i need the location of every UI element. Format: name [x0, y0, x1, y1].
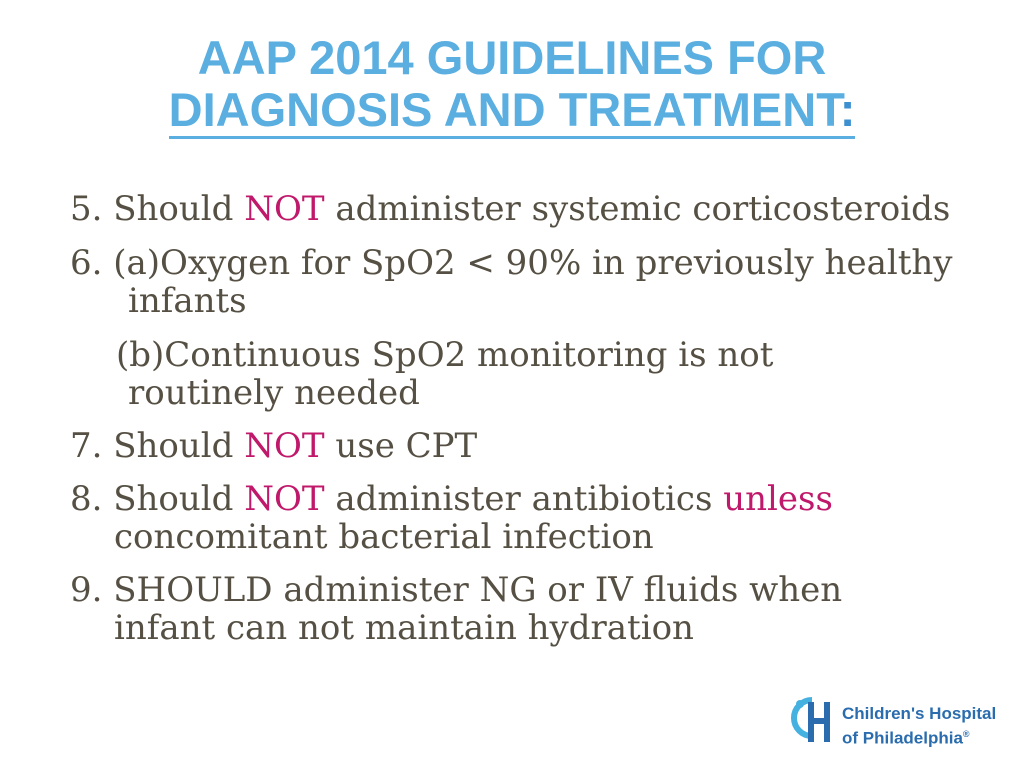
guideline-item-8 [70, 480, 833, 518]
logo-line-2: of Philadelphia [842, 728, 963, 748]
item-6b-line-1: (b)Continuous SpO2 monitoring is not [116, 335, 774, 375]
guideline-item-6b [116, 336, 773, 374]
chop-logo-mark-icon [790, 694, 838, 746]
item-9-line-2: infant can not maintain hydration [114, 608, 694, 648]
item-7-rest: use CPT [324, 426, 478, 466]
item-5-not: NOT [244, 189, 325, 229]
title-line-1: AAP 2014 GUIDELINES FOR [197, 31, 827, 84]
item-6a-line-2: infants [128, 281, 247, 321]
chop-logo [790, 694, 997, 750]
title-line-2 [169, 84, 856, 139]
guideline-item-8-continued [114, 518, 654, 556]
title-colon: : [839, 83, 856, 136]
logo-registered-mark: ® [962, 729, 970, 739]
item-7-prefix: 7. Should [70, 426, 245, 466]
item-8-prefix: 8. Should [70, 479, 245, 519]
item-8-unless: unless [723, 479, 833, 519]
item-8-mid: administer antibiotics [324, 479, 724, 519]
slide-title [0, 32, 1024, 139]
guideline-item-9-continued [114, 609, 694, 647]
item-6a-line-1: 6. (a)Oxygen for SpO2 < 90% in previously healthy [70, 243, 953, 283]
item-5-rest: administer systemic corticosteroids [324, 189, 951, 229]
item-9-line-1: 9. SHOULD administer NG or IV fluids when [70, 570, 843, 610]
item-8-line-2: concomitant bacterial infection [114, 517, 654, 557]
item-5-prefix: 5. Should [70, 189, 245, 229]
guideline-item-7 [70, 427, 477, 465]
guideline-item-6b-continued [128, 374, 420, 412]
chop-logo-text [842, 704, 996, 749]
logo-line-2-wrap [842, 724, 996, 749]
logo-line-1: Children's Hospital [842, 704, 997, 723]
item-8-not: NOT [244, 479, 325, 519]
item-7-not: NOT [244, 426, 325, 466]
guideline-item-6a-continued [128, 282, 247, 320]
item-6b-line-2: routinely needed [128, 373, 420, 413]
guideline-item-6a [70, 244, 953, 282]
title-line-2-text: DIAGNOSIS AND TREATMENT [168, 83, 840, 136]
guideline-item-5 [70, 190, 950, 228]
guideline-item-9 [70, 571, 842, 609]
